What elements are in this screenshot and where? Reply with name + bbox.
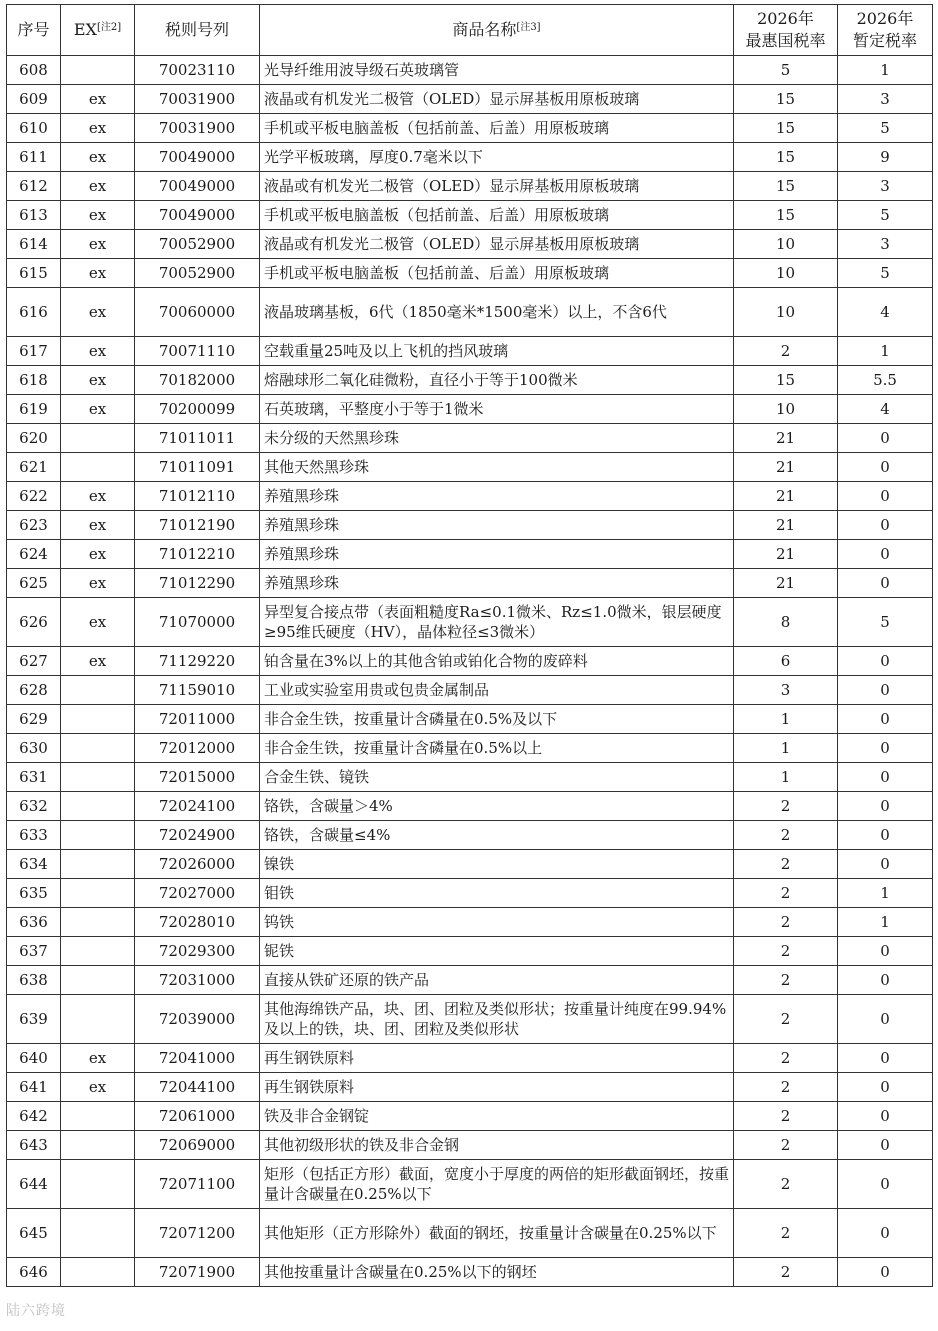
- cell-provisional-rate: 0: [838, 424, 933, 453]
- cell-name: 非合金生铁，按重量计含磷量在0.5%以上: [260, 734, 734, 763]
- cell-name: 熔融球形二氧化硅微粉，直径小于等于100微米: [260, 366, 734, 395]
- cell-provisional-rate: 0: [838, 734, 933, 763]
- cell-mfn-rate: 2: [734, 821, 838, 850]
- cell-provisional-rate: 0: [838, 453, 933, 482]
- cell-code: 72024100: [135, 792, 260, 821]
- cell-code: 72039000: [135, 995, 260, 1044]
- cell-provisional-rate: 9: [838, 143, 933, 172]
- table-row: [7, 821, 933, 850]
- table-row: [7, 1131, 933, 1160]
- cell-name: 再生钢铁原料: [260, 1073, 734, 1102]
- cell-mfn-rate: 15: [734, 172, 838, 201]
- cell-name: 光学平板玻璃，厚度0.7毫米以下: [260, 143, 734, 172]
- cell-name: 手机或平板电脑盖板（包括前盖、后盖）用原板玻璃: [260, 201, 734, 230]
- cell-ex: ex: [61, 230, 135, 259]
- cell-seq: 645: [7, 1209, 61, 1258]
- cell-ex: [61, 1160, 135, 1209]
- cell-seq: 621: [7, 453, 61, 482]
- cell-seq: 635: [7, 879, 61, 908]
- cell-seq: 617: [7, 337, 61, 366]
- cell-ex: ex: [61, 201, 135, 230]
- header-prov-label: 暂定税率: [852, 31, 917, 50]
- table-row: [7, 540, 933, 569]
- cell-mfn-rate: 2: [734, 1209, 838, 1258]
- cell-mfn-rate: 21: [734, 569, 838, 598]
- cell-name: 其他海绵铁产品，块、团、团粒及类似形状；按重量计纯度在99.94%及以上的铁，块、团、团粒及类似形状: [260, 995, 734, 1044]
- cell-code: 72069000: [135, 1131, 260, 1160]
- cell-code: 72044100: [135, 1073, 260, 1102]
- cell-name: 非合金生铁，按重量计含磷量在0.5%及以下: [260, 705, 734, 734]
- cell-mfn-rate: 10: [734, 230, 838, 259]
- cell-code: 72071100: [135, 1160, 260, 1209]
- cell-code: 71070000: [135, 598, 260, 647]
- cell-ex: ex: [61, 511, 135, 540]
- cell-mfn-rate: 21: [734, 453, 838, 482]
- cell-name: 铁及非合金钢锭: [260, 1102, 734, 1131]
- table-row: [7, 1258, 933, 1287]
- table-row: [7, 482, 933, 511]
- cell-provisional-rate: 0: [838, 1258, 933, 1287]
- table-body: [7, 56, 933, 1287]
- cell-ex: [61, 966, 135, 995]
- cell-ex: ex: [61, 647, 135, 676]
- cell-name: 液晶或有机发光二极管（OLED）显示屏基板用原板玻璃: [260, 230, 734, 259]
- table-row: [7, 395, 933, 424]
- cell-ex: ex: [61, 395, 135, 424]
- cell-name: 铬铁，含碳量≤4%: [260, 821, 734, 850]
- table-row: [7, 1160, 933, 1209]
- cell-ex: ex: [61, 1073, 135, 1102]
- cell-seq: 627: [7, 647, 61, 676]
- cell-name: 铂含量在3%以上的其他含铂或铂化合物的废碎料: [260, 647, 734, 676]
- cell-seq: 620: [7, 424, 61, 453]
- cell-name: 手机或平板电脑盖板（包括前盖、后盖）用原板玻璃: [260, 114, 734, 143]
- table-row: [7, 792, 933, 821]
- table-row: [7, 288, 933, 337]
- cell-provisional-rate: 0: [838, 850, 933, 879]
- cell-mfn-rate: 1: [734, 763, 838, 792]
- cell-code: 72015000: [135, 763, 260, 792]
- cell-mfn-rate: 21: [734, 540, 838, 569]
- watermark: 陆六跨境: [6, 1303, 66, 1319]
- cell-ex: ex: [61, 172, 135, 201]
- cell-seq: 633: [7, 821, 61, 850]
- table-row: [7, 598, 933, 647]
- cell-ex: ex: [61, 540, 135, 569]
- cell-provisional-rate: 0: [838, 1073, 933, 1102]
- cell-seq: 641: [7, 1073, 61, 1102]
- cell-mfn-rate: 21: [734, 424, 838, 453]
- table-row: [7, 366, 933, 395]
- cell-code: 70200099: [135, 395, 260, 424]
- cell-ex: ex: [61, 366, 135, 395]
- cell-code: 70182000: [135, 366, 260, 395]
- cell-seq: 628: [7, 676, 61, 705]
- cell-seq: 626: [7, 598, 61, 647]
- cell-provisional-rate: 5: [838, 259, 933, 288]
- cell-code: 72011000: [135, 705, 260, 734]
- cell-name: 液晶或有机发光二极管（OLED）显示屏基板用原板玻璃: [260, 85, 734, 114]
- cell-name: 钼铁: [260, 879, 734, 908]
- cell-mfn-rate: 2: [734, 937, 838, 966]
- cell-seq: 634: [7, 850, 61, 879]
- table-row: [7, 424, 933, 453]
- cell-name: 手机或平板电脑盖板（包括前盖、后盖）用原板玻璃: [260, 259, 734, 288]
- cell-seq: 630: [7, 734, 61, 763]
- header-code: 税则号列: [135, 5, 260, 56]
- table-row: [7, 908, 933, 937]
- cell-mfn-rate: 21: [734, 482, 838, 511]
- cell-ex: ex: [61, 482, 135, 511]
- cell-ex: [61, 705, 135, 734]
- cell-name: 矩形（包括正方形）截面，宽度小于厚度的两倍的矩形截面钢坯，按重量计含碳量在0.25%以下: [260, 1160, 734, 1209]
- tariff-table: [6, 4, 933, 1287]
- cell-mfn-rate: 1: [734, 705, 838, 734]
- cell-mfn-rate: 10: [734, 259, 838, 288]
- cell-seq: 644: [7, 1160, 61, 1209]
- cell-provisional-rate: 5.5: [838, 366, 933, 395]
- cell-code: 72071200: [135, 1209, 260, 1258]
- cell-ex: [61, 1102, 135, 1131]
- cell-seq: 632: [7, 792, 61, 821]
- table-row: [7, 676, 933, 705]
- cell-name: 直接从铁矿还原的铁产品: [260, 966, 734, 995]
- cell-ex: ex: [61, 288, 135, 337]
- cell-code: 72031000: [135, 966, 260, 995]
- cell-mfn-rate: 6: [734, 647, 838, 676]
- header-ex-note: [注2]: [96, 22, 122, 33]
- cell-seq: 629: [7, 705, 61, 734]
- cell-name: 铌铁: [260, 937, 734, 966]
- cell-ex: ex: [61, 259, 135, 288]
- tariff-table-page: [6, 4, 932, 1287]
- cell-mfn-rate: 2: [734, 966, 838, 995]
- cell-seq: 646: [7, 1258, 61, 1287]
- cell-name: 养殖黑珍珠: [260, 569, 734, 598]
- table-row: [7, 850, 933, 879]
- cell-ex: [61, 763, 135, 792]
- cell-name: 其他矩形（正方形除外）截面的钢坯，按重量计含碳量在0.25%以下: [260, 1209, 734, 1258]
- cell-code: 72026000: [135, 850, 260, 879]
- cell-name: 养殖黑珍珠: [260, 540, 734, 569]
- cell-seq: 614: [7, 230, 61, 259]
- cell-name: 养殖黑珍珠: [260, 482, 734, 511]
- cell-mfn-rate: 2: [734, 1073, 838, 1102]
- header-prov-year: 2026年: [856, 9, 914, 28]
- cell-name: 其他初级形状的铁及非合金钢: [260, 1131, 734, 1160]
- cell-mfn-rate: 21: [734, 511, 838, 540]
- cell-seq: 623: [7, 511, 61, 540]
- cell-mfn-rate: 5: [734, 56, 838, 85]
- cell-ex: [61, 850, 135, 879]
- cell-seq: 613: [7, 201, 61, 230]
- table-row: [7, 1102, 933, 1131]
- cell-mfn-rate: 1: [734, 734, 838, 763]
- cell-name: 钨铁: [260, 908, 734, 937]
- cell-provisional-rate: 0: [838, 482, 933, 511]
- table-row: [7, 511, 933, 540]
- cell-provisional-rate: 0: [838, 569, 933, 598]
- table-header-row: [7, 5, 933, 56]
- cell-code: 72029300: [135, 937, 260, 966]
- table-row: [7, 1209, 933, 1258]
- cell-code: 71012290: [135, 569, 260, 598]
- cell-provisional-rate: 3: [838, 172, 933, 201]
- cell-provisional-rate: 4: [838, 395, 933, 424]
- cell-code: 72024900: [135, 821, 260, 850]
- cell-code: 72041000: [135, 1044, 260, 1073]
- table-row: [7, 56, 933, 85]
- cell-provisional-rate: 0: [838, 937, 933, 966]
- cell-code: 70060000: [135, 288, 260, 337]
- cell-code: 70071110: [135, 337, 260, 366]
- table-row: [7, 230, 933, 259]
- table-row: [7, 172, 933, 201]
- cell-provisional-rate: 1: [838, 908, 933, 937]
- cell-provisional-rate: 0: [838, 511, 933, 540]
- cell-name: 工业或实验室用贵或包贵金属制品: [260, 676, 734, 705]
- cell-provisional-rate: 3: [838, 85, 933, 114]
- cell-mfn-rate: 15: [734, 143, 838, 172]
- cell-ex: ex: [61, 1044, 135, 1073]
- cell-mfn-rate: 10: [734, 288, 838, 337]
- cell-mfn-rate: 8: [734, 598, 838, 647]
- cell-provisional-rate: 0: [838, 1160, 933, 1209]
- cell-mfn-rate: 15: [734, 366, 838, 395]
- table-row: [7, 763, 933, 792]
- cell-seq: 615: [7, 259, 61, 288]
- cell-code: 71159010: [135, 676, 260, 705]
- table-row: [7, 937, 933, 966]
- cell-seq: 625: [7, 569, 61, 598]
- cell-provisional-rate: 5: [838, 598, 933, 647]
- header-mfn-rate: [734, 5, 838, 56]
- cell-provisional-rate: 0: [838, 647, 933, 676]
- table-row: [7, 569, 933, 598]
- cell-name: 其他天然黑珍珠: [260, 453, 734, 482]
- cell-code: 71012190: [135, 511, 260, 540]
- table-row: [7, 143, 933, 172]
- cell-provisional-rate: 1: [838, 56, 933, 85]
- cell-name: 石英玻璃，平整度小于等于1微米: [260, 395, 734, 424]
- cell-ex: [61, 995, 135, 1044]
- table-row: [7, 879, 933, 908]
- cell-ex: [61, 453, 135, 482]
- cell-ex: ex: [61, 337, 135, 366]
- cell-ex: [61, 1209, 135, 1258]
- cell-provisional-rate: 0: [838, 1131, 933, 1160]
- cell-ex: [61, 424, 135, 453]
- cell-ex: [61, 937, 135, 966]
- cell-seq: 612: [7, 172, 61, 201]
- cell-ex: ex: [61, 598, 135, 647]
- cell-name: 铬铁，含碳量＞4%: [260, 792, 734, 821]
- cell-seq: 608: [7, 56, 61, 85]
- header-name-note: [注3]: [516, 22, 541, 33]
- header-mfn-year: 2026年: [757, 9, 814, 28]
- table-row: [7, 705, 933, 734]
- cell-provisional-rate: 3: [838, 230, 933, 259]
- cell-mfn-rate: 2: [734, 995, 838, 1044]
- cell-code: 70023110: [135, 56, 260, 85]
- cell-provisional-rate: 0: [838, 705, 933, 734]
- cell-mfn-rate: 2: [734, 337, 838, 366]
- cell-provisional-rate: 0: [838, 1102, 933, 1131]
- cell-mfn-rate: 15: [734, 85, 838, 114]
- cell-seq: 622: [7, 482, 61, 511]
- cell-ex: [61, 908, 135, 937]
- cell-code: 70049000: [135, 201, 260, 230]
- cell-provisional-rate: 4: [838, 288, 933, 337]
- cell-seq: 642: [7, 1102, 61, 1131]
- cell-ex: [61, 1131, 135, 1160]
- cell-provisional-rate: 0: [838, 763, 933, 792]
- cell-ex: ex: [61, 85, 135, 114]
- cell-ex: [61, 792, 135, 821]
- cell-code: 70052900: [135, 230, 260, 259]
- cell-provisional-rate: 0: [838, 792, 933, 821]
- table-row: [7, 201, 933, 230]
- cell-code: 72061000: [135, 1102, 260, 1131]
- cell-code: 70052900: [135, 259, 260, 288]
- cell-name: 养殖黑珍珠: [260, 511, 734, 540]
- cell-code: 72071900: [135, 1258, 260, 1287]
- cell-ex: [61, 56, 135, 85]
- cell-provisional-rate: 5: [838, 201, 933, 230]
- cell-code: 70031900: [135, 114, 260, 143]
- cell-mfn-rate: 10: [734, 395, 838, 424]
- cell-provisional-rate: 0: [838, 540, 933, 569]
- cell-mfn-rate: 2: [734, 908, 838, 937]
- cell-seq: 610: [7, 114, 61, 143]
- cell-seq: 611: [7, 143, 61, 172]
- cell-code: 70049000: [135, 143, 260, 172]
- cell-name: 空载重量25吨及以上飞机的挡风玻璃: [260, 337, 734, 366]
- table-row: [7, 85, 933, 114]
- cell-name: 再生钢铁原料: [260, 1044, 734, 1073]
- cell-mfn-rate: 2: [734, 879, 838, 908]
- cell-ex: [61, 1258, 135, 1287]
- cell-code: 70049000: [135, 172, 260, 201]
- cell-name: 未分级的天然黑珍珠: [260, 424, 734, 453]
- cell-provisional-rate: 0: [838, 995, 933, 1044]
- header-name-label: 商品名称: [452, 20, 517, 39]
- cell-provisional-rate: 0: [838, 821, 933, 850]
- header-provisional-rate: [838, 5, 933, 56]
- table-row: [7, 1073, 933, 1102]
- cell-mfn-rate: 2: [734, 1131, 838, 1160]
- header-ex-label: EX: [73, 20, 97, 39]
- cell-code: 70031900: [135, 85, 260, 114]
- table-row: [7, 966, 933, 995]
- cell-code: 72012000: [135, 734, 260, 763]
- table-row: [7, 995, 933, 1044]
- cell-name: 其他按重量计含碳量在0.25%以下的钢坯: [260, 1258, 734, 1287]
- cell-code: 72027000: [135, 879, 260, 908]
- cell-mfn-rate: 15: [734, 114, 838, 143]
- cell-ex: ex: [61, 114, 135, 143]
- cell-seq: 637: [7, 937, 61, 966]
- cell-seq: 638: [7, 966, 61, 995]
- cell-code: 71012110: [135, 482, 260, 511]
- cell-mfn-rate: 2: [734, 850, 838, 879]
- cell-ex: [61, 821, 135, 850]
- cell-name: 液晶玻璃基板，6代（1850毫米*1500毫米）以上，不含6代: [260, 288, 734, 337]
- cell-seq: 616: [7, 288, 61, 337]
- cell-provisional-rate: 0: [838, 1044, 933, 1073]
- cell-mfn-rate: 2: [734, 792, 838, 821]
- table-row: [7, 259, 933, 288]
- table-row: [7, 647, 933, 676]
- table-row: [7, 337, 933, 366]
- cell-seq: 643: [7, 1131, 61, 1160]
- cell-mfn-rate: 2: [734, 1160, 838, 1209]
- cell-mfn-rate: 15: [734, 201, 838, 230]
- cell-name: 异型复合接点带（表面粗糙度Ra≤0.1微米、Rz≤1.0微米，银层硬度≥95维氏硬度（HV），晶体粒径≤3微米）: [260, 598, 734, 647]
- header-seq: 序号: [7, 5, 61, 56]
- cell-name: 镍铁: [260, 850, 734, 879]
- cell-name: 合金生铁、镜铁: [260, 763, 734, 792]
- cell-provisional-rate: 1: [838, 879, 933, 908]
- cell-seq: 636: [7, 908, 61, 937]
- cell-ex: [61, 879, 135, 908]
- cell-provisional-rate: 0: [838, 1209, 933, 1258]
- cell-seq: 619: [7, 395, 61, 424]
- cell-provisional-rate: 0: [838, 676, 933, 705]
- cell-code: 72028010: [135, 908, 260, 937]
- cell-mfn-rate: 2: [734, 1102, 838, 1131]
- cell-provisional-rate: 1: [838, 337, 933, 366]
- table-row: [7, 114, 933, 143]
- cell-ex: ex: [61, 569, 135, 598]
- header-ex: [61, 5, 135, 56]
- cell-seq: 640: [7, 1044, 61, 1073]
- cell-provisional-rate: 0: [838, 966, 933, 995]
- cell-seq: 624: [7, 540, 61, 569]
- cell-code: 71129220: [135, 647, 260, 676]
- cell-seq: 639: [7, 995, 61, 1044]
- cell-provisional-rate: 5: [838, 114, 933, 143]
- table-row: [7, 1044, 933, 1073]
- cell-seq: 631: [7, 763, 61, 792]
- table-row: [7, 453, 933, 482]
- cell-name: 光导纤维用波导级石英玻璃管: [260, 56, 734, 85]
- cell-mfn-rate: 2: [734, 1258, 838, 1287]
- cell-ex: [61, 676, 135, 705]
- cell-ex: [61, 734, 135, 763]
- cell-seq: 609: [7, 85, 61, 114]
- header-name: [260, 5, 734, 56]
- cell-ex: ex: [61, 143, 135, 172]
- header-mfn-label: 最惠国税率: [745, 31, 826, 50]
- cell-code: 71011011: [135, 424, 260, 453]
- table-row: [7, 734, 933, 763]
- cell-code: 71012210: [135, 540, 260, 569]
- cell-code: 71011091: [135, 453, 260, 482]
- cell-mfn-rate: 3: [734, 676, 838, 705]
- cell-mfn-rate: 2: [734, 1044, 838, 1073]
- cell-seq: 618: [7, 366, 61, 395]
- cell-name: 液晶或有机发光二极管（OLED）显示屏基板用原板玻璃: [260, 172, 734, 201]
